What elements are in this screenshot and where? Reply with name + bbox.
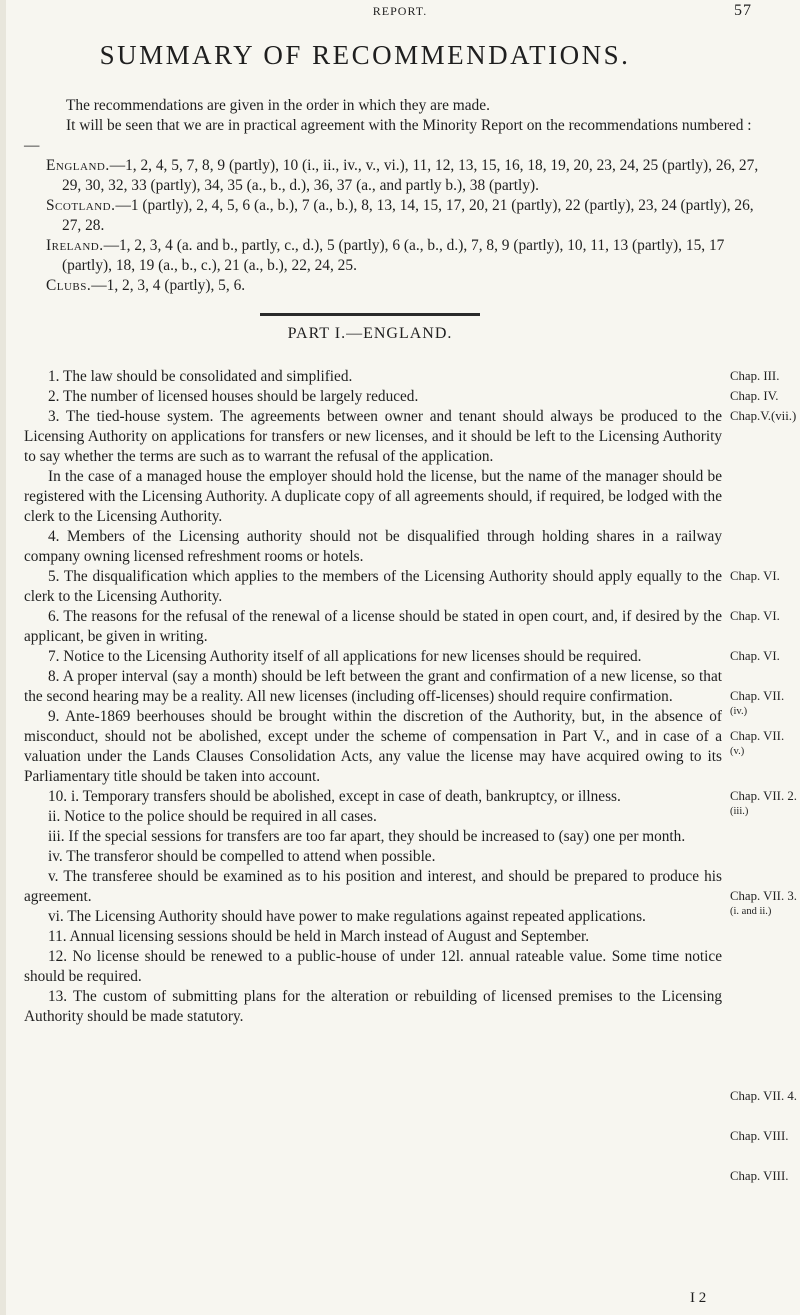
region-ireland bbox=[24, 236, 764, 276]
intro-line-2: It will be seen that we are in practical agreement with the Minority Report on the recommendations numbered :— bbox=[24, 117, 752, 154]
region-name: Scotland. bbox=[46, 197, 116, 214]
recommendation-10-v: v. The transferee should be examined as to his position and interest, and should be prepared to produce his agreement. bbox=[24, 868, 722, 905]
recommendation-9: 9. Ante-1869 beerhouses should be brought within the discretion of the Authority, but, in the absence of misconduct, should not be abolished, except under the scheme of compensation in Part V., and in case of a valuation under the Lands Clauses Consolidation Acts, any value the license may have acquired owing to its Parliamentary title should be taken into account. bbox=[24, 708, 722, 785]
margin-note: Chap. VII. 2. (iii.) bbox=[730, 789, 797, 817]
margin-note: Chap.V.(vii.) bbox=[730, 409, 797, 423]
recommendations-list bbox=[24, 367, 722, 1027]
margin-note: Chap. VIII. bbox=[730, 1169, 789, 1183]
recommendation-6: 6. The reasons for the refusal of the renewal of a license should be stated in open court, and, if desired by the applicant, be given in writing. bbox=[24, 608, 722, 645]
recommendation-13: 13. The custom of submitting plans for the alteration or rebuilding of licensed premises to the Licensing Authority should be made statutory. bbox=[24, 988, 722, 1025]
recommendation-3: 3. The tied-house system. The agreements between owner and tenant should always be produced to the Licensing Authority on applications for transfers or new licenses, and it should be left to the Licensing Authority to say whether the terms are such as to warrant the refusal of the application. bbox=[24, 408, 722, 465]
recommendation-3-managed-house: In the case of a managed house the employer should hold the license, but the name of the manager should be registered with the Licensing Authority. A duplicate copy of all agreements should, if required, be lodged with the clerk to the Licensing Authority. bbox=[24, 468, 722, 525]
region-clubs bbox=[24, 276, 764, 296]
page-number: 57 bbox=[734, 2, 752, 19]
part-heading: PART I.—ENGLAND. bbox=[287, 325, 453, 342]
recommendation-10-iii: iii. If the special sessions for transfers are too far apart, they should be increased to (say) one per month. bbox=[48, 828, 686, 845]
recommendation-10-ii: ii. Notice to the police should be required in all cases. bbox=[48, 808, 377, 825]
region-items: —1 (partly), 2, 4, 5, 6 (a., b.), 7 (a., b.), 8, 13, 14, 15, 17, 20, 21 (partly), 22 (partly), 23, 24 (partly), 26, 27, 28. bbox=[62, 197, 754, 234]
margin-note: Chap. VII. (v.) bbox=[730, 729, 785, 757]
section-divider bbox=[260, 313, 480, 316]
region-items: —1, 2, 3, 4 (a. and b., partly, c., d.), 5 (partly), 6 (a., b., d.), 7, 8, 9 (partly), 10, 11, 13 (partly), 15, 17 (partly), 18, 19 (a., b., c.), 21 (a., b.), 22, 24, 25. bbox=[62, 237, 725, 274]
recommendation-10-vi: vi. The Licensing Authority should have power to make regulations against repeated applications. bbox=[48, 908, 646, 925]
margin-note: Chap. IV. bbox=[730, 389, 779, 403]
margin-note: Chap. VIII. bbox=[730, 1129, 789, 1143]
running-title: REPORT. bbox=[372, 4, 428, 18]
margin-note: Chap. VI. bbox=[730, 569, 780, 583]
intro-section bbox=[24, 96, 764, 296]
region-name: Clubs. bbox=[46, 277, 92, 294]
region-england bbox=[24, 156, 764, 196]
region-items: —1, 2, 4, 5, 7, 8, 9 (partly), 10 (i., ii., iv., v., vi.), 11, 12, 13, 15, 16, 18, 19, 20, 23, 24, 25 (partly), 26, 27, 29, 30, 32, 33 (partly), 34, 35 (a., b., d.), 36, 37 (a., and partly b.), 38 (partly). bbox=[62, 157, 759, 194]
region-scotland bbox=[24, 196, 764, 236]
intro-line-1: The recommendations are given in the order in which they are made. bbox=[66, 97, 490, 114]
margin-note: Chap. VI. bbox=[730, 649, 780, 663]
region-name: Ireland. bbox=[46, 237, 104, 254]
recommendation-10-i: 10. i. Temporary transfers should be abolished, except in case of death, bankruptcy, or illness. bbox=[48, 788, 621, 805]
region-name: England. bbox=[46, 157, 110, 174]
margin-note: Chap. VII. 4. bbox=[730, 1089, 797, 1103]
margin-note: Chap. VII. (iv.) bbox=[730, 689, 785, 717]
recommendation-11: 11. Annual licensing sessions should be held in March instead of August and September. bbox=[48, 928, 590, 945]
recommendation-5: 5. The disqualification which applies to the members of the Licensing Authority should apply equally to the clerk to the Licensing Authority. bbox=[24, 568, 722, 605]
signature-mark: I 2 bbox=[690, 1290, 707, 1306]
margin-note: Chap. III. bbox=[730, 369, 780, 383]
recommendation-4: 4. Members of the Licensing authority should not be disqualified through holding shares in a railway company owning licensed refreshment rooms or hotels. bbox=[24, 528, 722, 565]
region-items: —1, 2, 3, 4 (partly), 5, 6. bbox=[91, 277, 246, 294]
recommendation-8: 8. A proper interval (say a month) should be left between the grant and confirmation of a new license, so that the second hearing may be a reality. All new licenses (including off-licenses) should require confirmation. bbox=[24, 668, 722, 705]
page-title: SUMMARY OF RECOMMENDATIONS. bbox=[99, 40, 631, 70]
recommendation-10-iv: iv. The transferor should be compelled to attend when possible. bbox=[48, 848, 436, 865]
margin-note: Chap. VI. bbox=[730, 609, 780, 623]
recommendation-7: 7. Notice to the Licensing Authority itself of all applications for new licenses should be required. bbox=[48, 648, 642, 665]
recommendation-2: 2. The number of licensed houses should be largely reduced. bbox=[48, 388, 419, 405]
recommendation-1: 1. The law should be consolidated and simplified. bbox=[48, 368, 353, 385]
margin-note: Chap. VII. 3. (i. and ii.) bbox=[730, 889, 797, 917]
recommendation-12: 12. No license should be renewed to a public-house of under 12l. annual rateable value. Some time notice should be required. bbox=[24, 948, 722, 985]
page-edge-shadow bbox=[0, 0, 6, 1315]
